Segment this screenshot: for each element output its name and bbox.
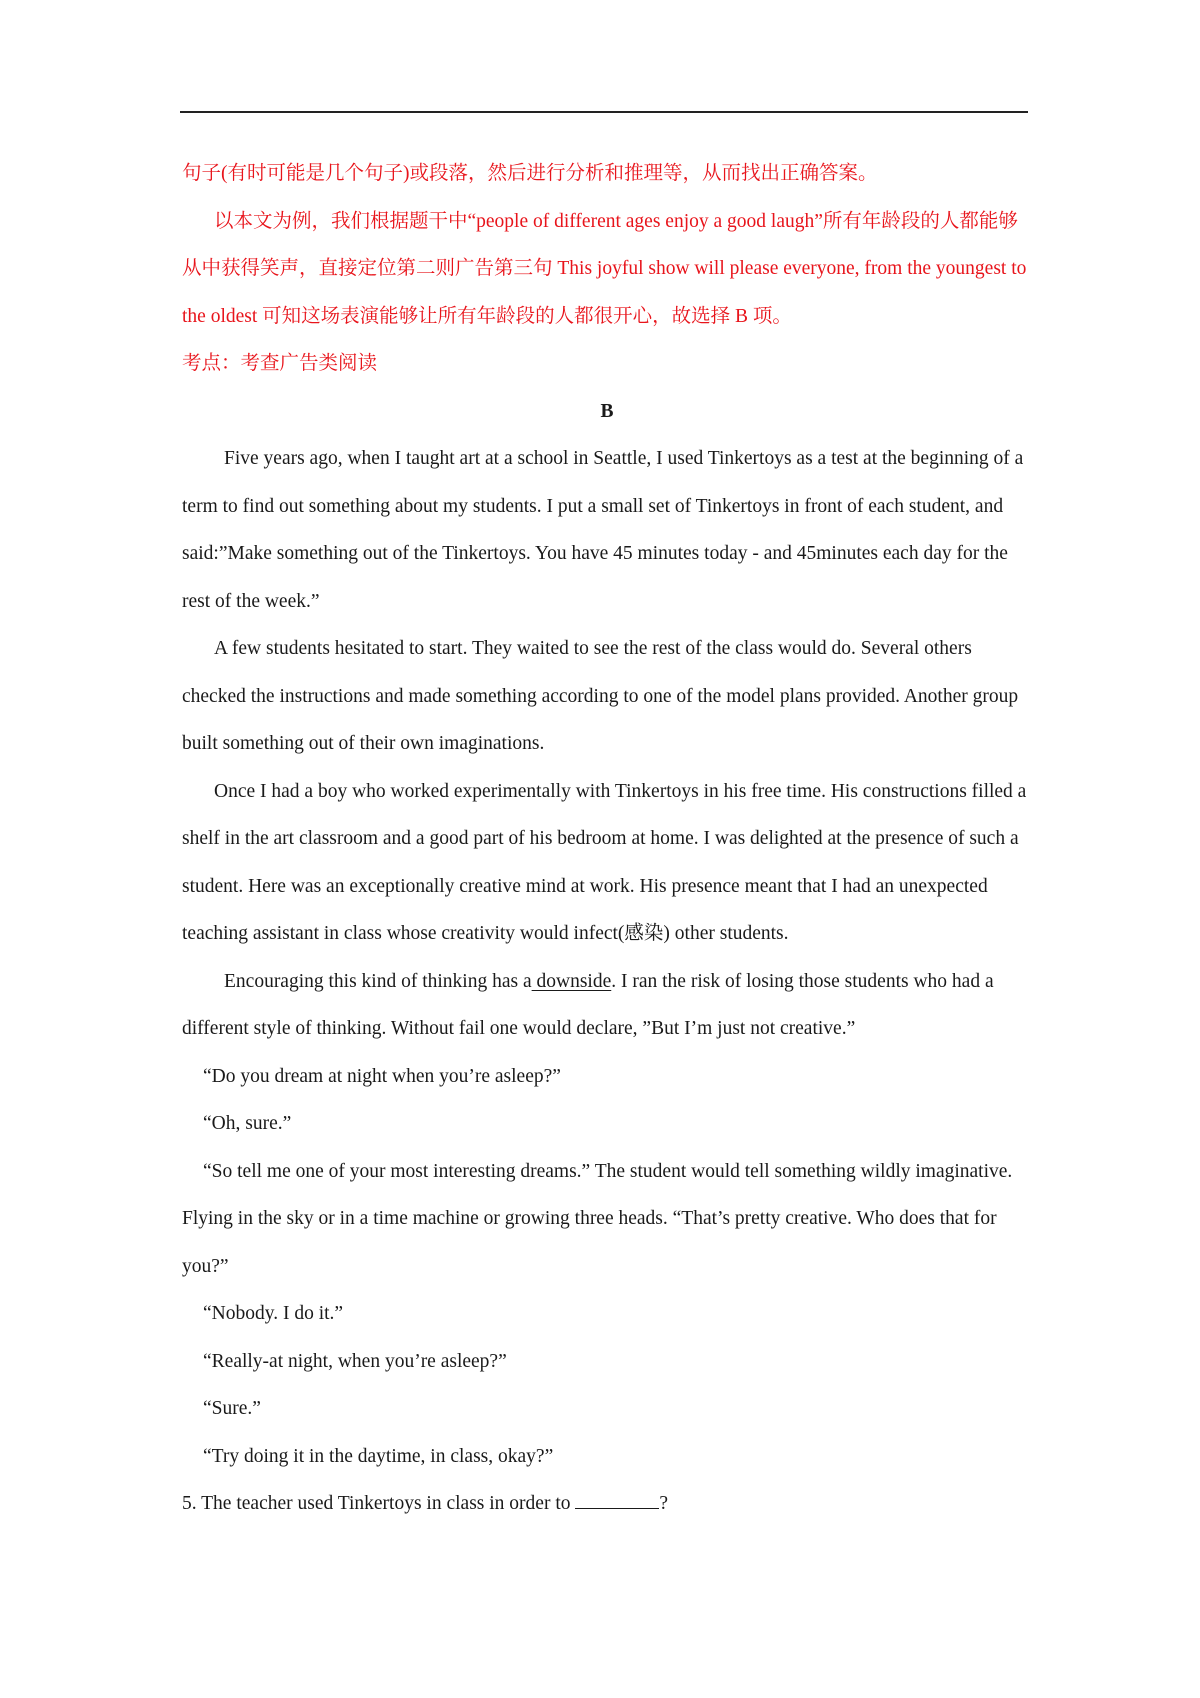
document-body [182,150,1032,1528]
p4-before: Encouraging this kind of thinking has a [224,970,532,992]
explanation-paragraph: 以本文为例，我们根据题干中“people of different ages enjoy a good laugh”所有年龄段的人都能够从中获得笑声，直接定位第二则广告第三句 This joyful show will please everyone, from the youngest to the oldest 可知这场表演能够让所有年龄段的人都很开心，故选择 B 项。 [182,210,1027,327]
answer-blank [575,1488,659,1509]
dialogue-line-4: “Nobody. I do it.” [203,1303,344,1324]
explanation-line-1: 句子(有时可能是几个句子)或段落，然后进行分析和推理等，从而找出正确答案。 [182,163,878,184]
passage-paragraph-2: A few students hesitated to start. They waited to see the rest of the class would do. Several others checked the instructions and made something according to one of the model plans provided. Another group built something out of their own imaginations. [182,638,1019,754]
section-title: B [600,400,614,422]
dialogue-line-2: “Oh, sure.” [203,1113,292,1134]
downside-underlined: downside [531,970,612,992]
test-point: 考点：考查广告类阅读 [182,353,378,374]
dialogue-line-7: “Try doing it in the daytime, in class, okay?” [203,1445,554,1467]
question-text: 5. The teacher used Tinkertoys in class in order to [182,1493,576,1514]
passage-paragraph-1: Five years ago, when I taught art at a school in Seattle, I used Tinkertoys as a test at the beginning of a term to find out something about my students. I put a small set of Tinkertoys in front of each student, and said:”Make something out of the Tinkertoys. You have 45 minutes today - and 45minutes each day for the rest of the week.” [182,448,1024,612]
passage-paragraph-3: Once I had a boy who worked experimentally with Tinkertoys in his free time. His constructions filled a shelf in the art classroom and a good part of his bedroom at home. I was delighted at the presence of such a student. Here was an exceptionally creative mind at work. His presence meant that I had an unexpected teaching assistant in class whose creativity would infect(感染) other students. [182,780,1027,944]
dialogue-line-3: “So tell me one of your most interesting dreams.” The student would tell something wildly imaginative. Flying in the sky or in a time machine or growing three heads. “That’s pretty creative. Who does that for you?” [182,1160,1013,1277]
dialogue-line-6: “Sure.” [203,1398,261,1419]
passage-paragraph-4 [182,958,1032,1053]
header-rule [180,111,1028,113]
dialogue-line-5: “Really-at night, when you’re asleep?” [203,1350,507,1372]
p4-after: . I ran the risk of losing those students who had a different style of thinking. Without fail one would declare, ”But I’m just not creative.” [182,970,994,1039]
question-5 [182,1480,1032,1528]
question-end: ? [659,1493,669,1514]
dialogue-line-1: “Do you dream at night when you’re asleep?” [203,1065,561,1087]
